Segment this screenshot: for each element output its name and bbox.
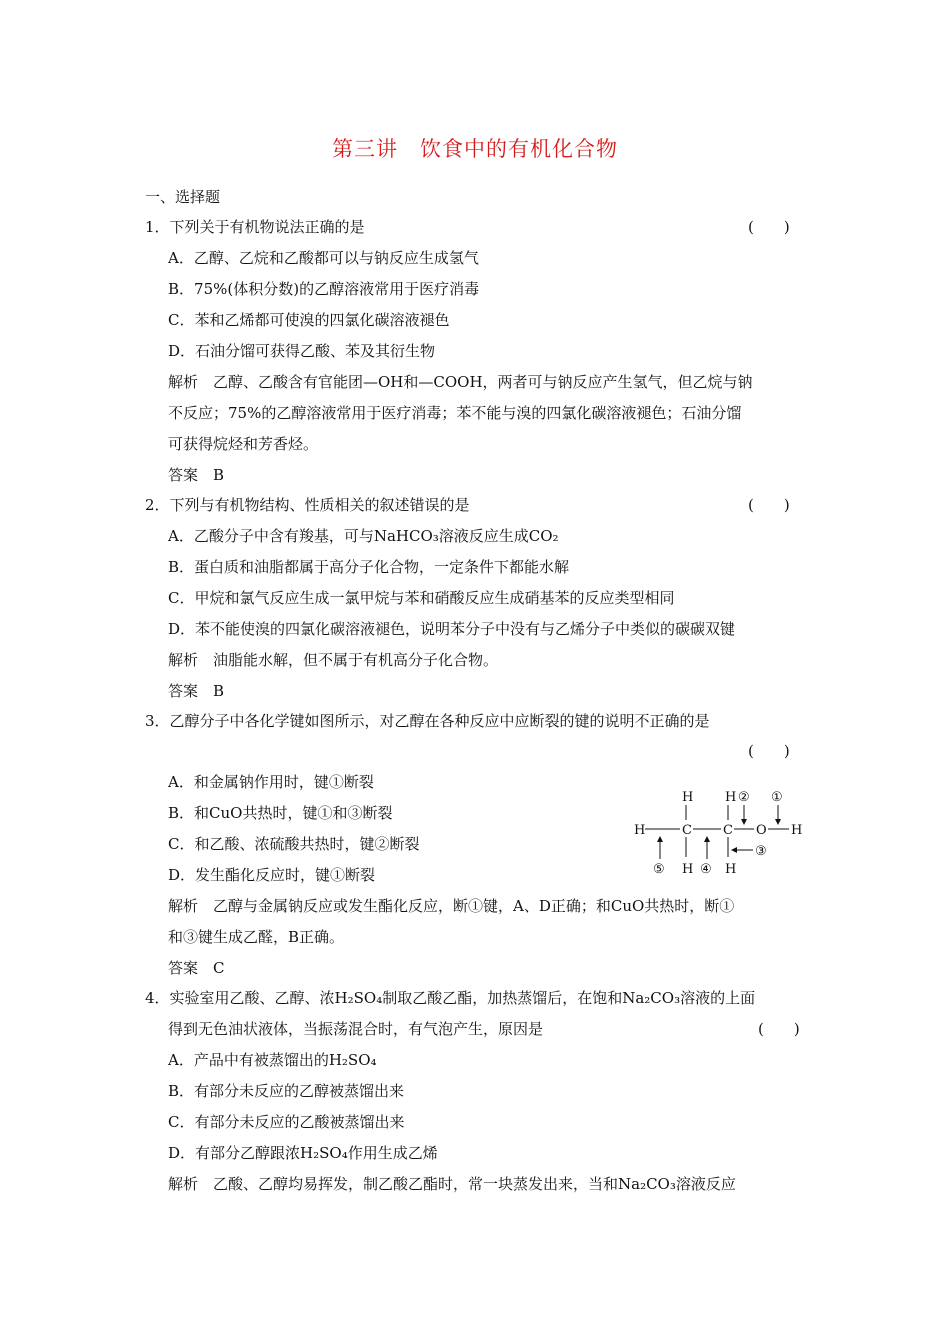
section-heading: 一、选择题 [145,188,221,206]
atom-c1: C [682,823,692,838]
question-2-answer-blank: ( ) [748,496,790,514]
question-1-answer-blank: ( ) [748,218,790,236]
question-3-option-c: C．和乙酸、浓硫酸共热时，键②断裂 [168,835,420,853]
atom-h-left: H [634,823,646,838]
question-3-answer: 答案 C [168,959,225,977]
question-3-analysis-line: 解析 乙醇与金属钠反应或发生酯化反应，断①键，A、D正确；和CuO共热时，断① [168,897,735,915]
question-1-option-a: A．乙醇、乙烷和乙酸都可以与钠反应生成氢气 [168,249,479,267]
question-4-analysis-line: 解析 乙酸、乙醇均易挥发，制乙酸乙酯时，常一块蒸发出来，当和Na₂CO₃溶液反应 [168,1175,736,1193]
bond-label-5: ⑤ [653,862,665,877]
question-3-analysis-line: 和③键生成乙醛，B正确。 [168,928,345,946]
question-1-answer: 答案 B [168,466,225,484]
question-2-analysis-line: 解析 油脂能水解，但不属于有机高分子化合物。 [168,651,499,669]
question-4-stem-line: 4．实验室用乙酸、乙醇、浓H₂SO₄制取乙酸乙酯，加热蒸馏后，在饱和Na₂CO₃溶液的上面 [145,989,756,1007]
atom-h-right: H [791,823,803,838]
question-2-option-b: B．蛋白质和油脂都属于高分子化合物，一定条件下都能水解 [168,558,570,576]
question-1-analysis-line: 解析 乙醇、乙酸含有官能团—OH和—COOH，两者可与钠反应产生氢气，但乙烷与钠 [168,373,753,391]
question-4-option-b: B．有部分未反应的乙醇被蒸馏出来 [168,1082,405,1100]
question-1-analysis-line: 可获得烷烃和芳香烃。 [168,435,319,453]
bond-label-3: ③ [755,844,767,859]
question-4-answer-blank: ( ) [758,1020,800,1038]
atom-h-bottom-right: H [725,862,737,877]
question-4-stem-line: 得到无色油状液体，当振荡混合时，有气泡产生，原因是 [168,1020,544,1038]
question-1-stem: 1．下列关于有机物说法正确的是 [145,218,365,236]
bond-label-1: ① [771,790,783,805]
page-title: 第三讲 饮食中的有机化合物 [332,137,618,161]
question-3-option-d: D．发生酯化反应时，键①断裂 [168,866,376,884]
question-1-option-c: C．苯和乙烯都可使溴的四氯化碳溶液褪色 [168,311,450,329]
question-2-option-c: C．甲烷和氯气反应生成一氯甲烷与苯和硝酸反应生成硝基苯的反应类型相同 [168,589,675,607]
question-3-answer-blank: ( ) [748,742,790,760]
question-1-option-d: D．石油分馏可获得乙酸、苯及其衍生物 [168,342,436,360]
question-4-option-a: A．产品中有被蒸馏出的H₂SO₄ [168,1051,377,1069]
atom-c2: C [723,823,733,838]
atom-h-top-left: H [682,790,694,805]
question-2-answer: 答案 B [168,682,225,700]
ethanol-bond-diagram [630,785,810,880]
bond-label-4: ④ [700,862,712,877]
atom-h-top-right: H [725,790,737,805]
question-4-option-c: C．有部分未反应的乙酸被蒸馏出来 [168,1113,405,1131]
question-3-option-b: B．和CuO共热时，键①和③断裂 [168,804,393,822]
question-1-option-b: B．75%(体积分数)的乙醇溶液常用于医疗消毒 [168,280,480,298]
bond-label-2: ② [738,790,750,805]
question-3-stem: 3．乙醇分子中各化学键如图所示，对乙醇在各种反应中应断裂的键的说明不正确的是 [145,712,710,730]
question-3-option-a: A．和金属钠作用时，键①断裂 [168,773,374,791]
atom-o: O [756,823,767,838]
question-1-analysis-line: 不反应；75%的乙醇溶液常用于医疗消毒；苯不能与溴的四氯化碳溶液褪色；石油分馏 [168,404,742,422]
question-4-option-d: D．有部分乙醇跟浓H₂SO₄作用生成乙烯 [168,1144,438,1162]
question-2-option-a: A．乙酸分子中含有羧基，可与NaHCO₃溶液反应生成CO₂ [168,527,559,545]
question-2-stem: 2．下列与有机物结构、性质相关的叙述错误的是 [145,496,470,514]
atom-h-bottom-left: H [682,862,694,877]
question-2-option-d: D．苯不能使溴的四氯化碳溶液褪色，说明苯分子中没有与乙烯分子中类似的碳碳双键 [168,620,736,638]
